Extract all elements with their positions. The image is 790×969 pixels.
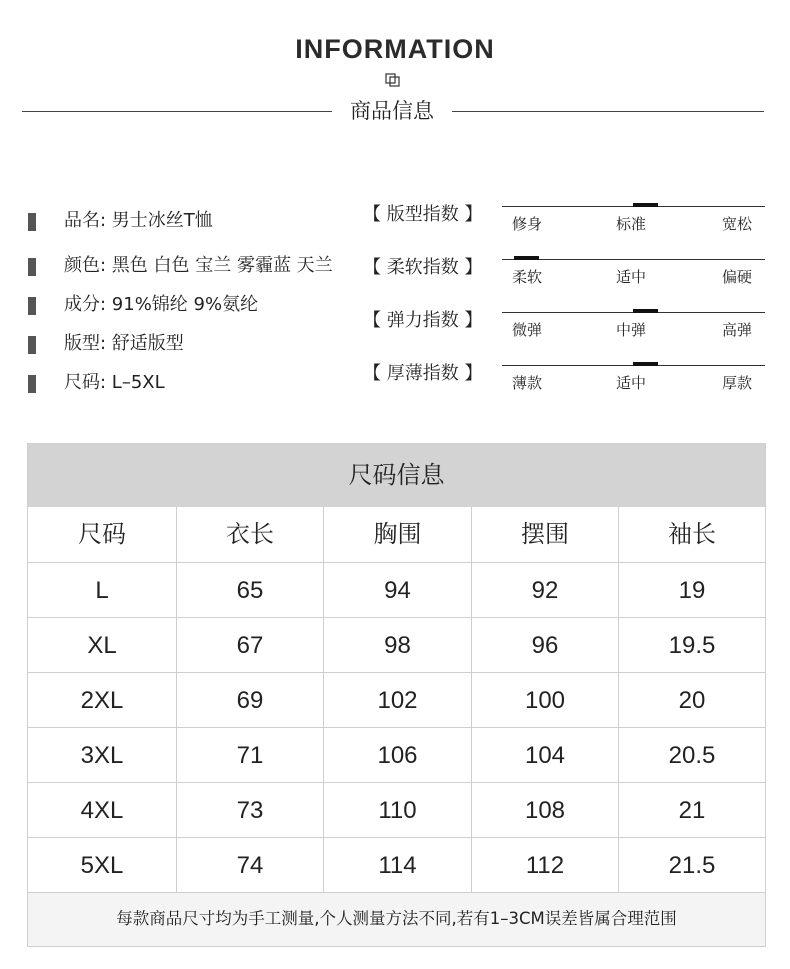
table-cell: 20.5 — [618, 728, 765, 783]
attribute-item-fit — [28, 332, 368, 356]
table-cell: 100 — [471, 673, 618, 728]
table-row — [28, 562, 765, 617]
column-header: 袖长 — [618, 507, 765, 562]
index-option: 微弹 — [512, 321, 543, 339]
table-cell: XL — [87, 632, 117, 659]
attribute-text: 版型: 舒适版型 — [64, 333, 184, 354]
bullet-bar-icon — [28, 297, 36, 315]
table-cell: 98 — [323, 618, 471, 673]
column-header: 尺码 — [78, 520, 126, 548]
attribute-item-name — [28, 209, 368, 233]
table-cell: 110 — [323, 783, 471, 838]
header-divider-left — [22, 111, 332, 112]
table-cell: 104 — [471, 728, 618, 783]
table-cell: 71 — [176, 728, 323, 783]
table-cell: 94 — [323, 563, 471, 618]
attribute-item-color — [28, 254, 368, 278]
table-cell: 19 — [618, 563, 765, 618]
table-row — [28, 782, 765, 837]
index-elasticity — [363, 309, 765, 349]
index-label: 【 柔软指数 】 — [363, 257, 483, 278]
table-cell: L — [95, 577, 109, 604]
index-label: 【 弹力指数 】 — [363, 310, 483, 331]
index-softness — [363, 256, 765, 296]
table-cell: 96 — [471, 618, 618, 673]
table-cell: 102 — [323, 673, 471, 728]
header-title: INFORMATION — [295, 34, 495, 64]
index-label: 【 版型指数 】 — [363, 204, 483, 225]
table-cell: 65 — [176, 563, 323, 618]
table-cell: 20 — [618, 673, 765, 728]
table-cell: 19.5 — [618, 618, 765, 673]
index-marker — [633, 309, 658, 313]
index-option: 偏硬 — [722, 268, 753, 286]
table-cell: 5XL — [80, 852, 124, 879]
table-cell: 3XL — [80, 742, 124, 769]
attribute-text: 尺码: L–5XL — [64, 372, 165, 393]
table-cell: 21.5 — [618, 838, 765, 893]
bullet-bar-icon — [28, 375, 36, 393]
table-row — [28, 727, 765, 782]
table-cell: 108 — [471, 783, 618, 838]
table-cell: 114 — [323, 838, 471, 893]
index-option: 适中 — [616, 374, 647, 392]
index-option: 薄款 — [512, 374, 543, 392]
index-fit — [363, 203, 765, 243]
index-option: 中弹 — [616, 321, 647, 339]
index-option: 修身 — [512, 215, 543, 233]
attribute-item-size — [28, 371, 368, 395]
table-cell: 69 — [176, 673, 323, 728]
table-row — [28, 672, 765, 727]
table-row — [28, 617, 765, 672]
attribute-text: 颜色: 黑色 白色 宝兰 雾霾蓝 天兰 — [64, 255, 333, 276]
table-header-row — [28, 507, 765, 562]
column-header: 衣长 — [176, 507, 323, 562]
index-marker — [633, 203, 658, 207]
index-option: 厚款 — [722, 374, 753, 392]
table-cell: 112 — [471, 838, 618, 893]
table-cell: 92 — [471, 563, 618, 618]
attribute-text: 品名: 男士冰丝T恤 — [64, 210, 213, 231]
index-option: 标准 — [616, 215, 647, 233]
index-thickness — [363, 362, 765, 402]
table-row — [28, 837, 765, 892]
size-table-note: 每款商品尺寸均为手工测量,个人测量方法不同,若有1–3CM误差皆属合理范围 — [28, 892, 765, 946]
size-table-title: 尺码信息 — [28, 444, 765, 507]
index-option: 柔软 — [512, 268, 543, 286]
size-table — [27, 443, 766, 947]
index-option: 高弹 — [722, 321, 753, 339]
bullet-bar-icon — [28, 258, 36, 276]
table-cell: 21 — [618, 783, 765, 838]
index-marker — [633, 362, 658, 366]
index-scale-line — [502, 259, 765, 260]
table-cell: 2XL — [80, 687, 124, 714]
attribute-text: 成分: 91%锦纶 9%氨纶 — [64, 294, 259, 315]
column-header: 摆围 — [471, 507, 618, 562]
index-label: 【 厚薄指数 】 — [363, 363, 483, 384]
index-marker — [514, 256, 539, 260]
index-option: 宽松 — [722, 215, 753, 233]
table-cell: 74 — [176, 838, 323, 893]
bullet-bar-icon — [28, 213, 36, 231]
index-option: 适中 — [616, 268, 647, 286]
header-divider-right — [452, 111, 764, 112]
overlapping-squares-icon — [385, 73, 401, 87]
bullet-bar-icon — [28, 336, 36, 354]
table-cell: 106 — [323, 728, 471, 783]
table-cell: 73 — [176, 783, 323, 838]
attribute-item-composition — [28, 293, 368, 317]
table-cell: 67 — [176, 618, 323, 673]
column-header: 胸围 — [323, 507, 471, 562]
table-cell: 4XL — [80, 797, 124, 824]
section-subtitle: 商品信息 — [350, 99, 434, 123]
